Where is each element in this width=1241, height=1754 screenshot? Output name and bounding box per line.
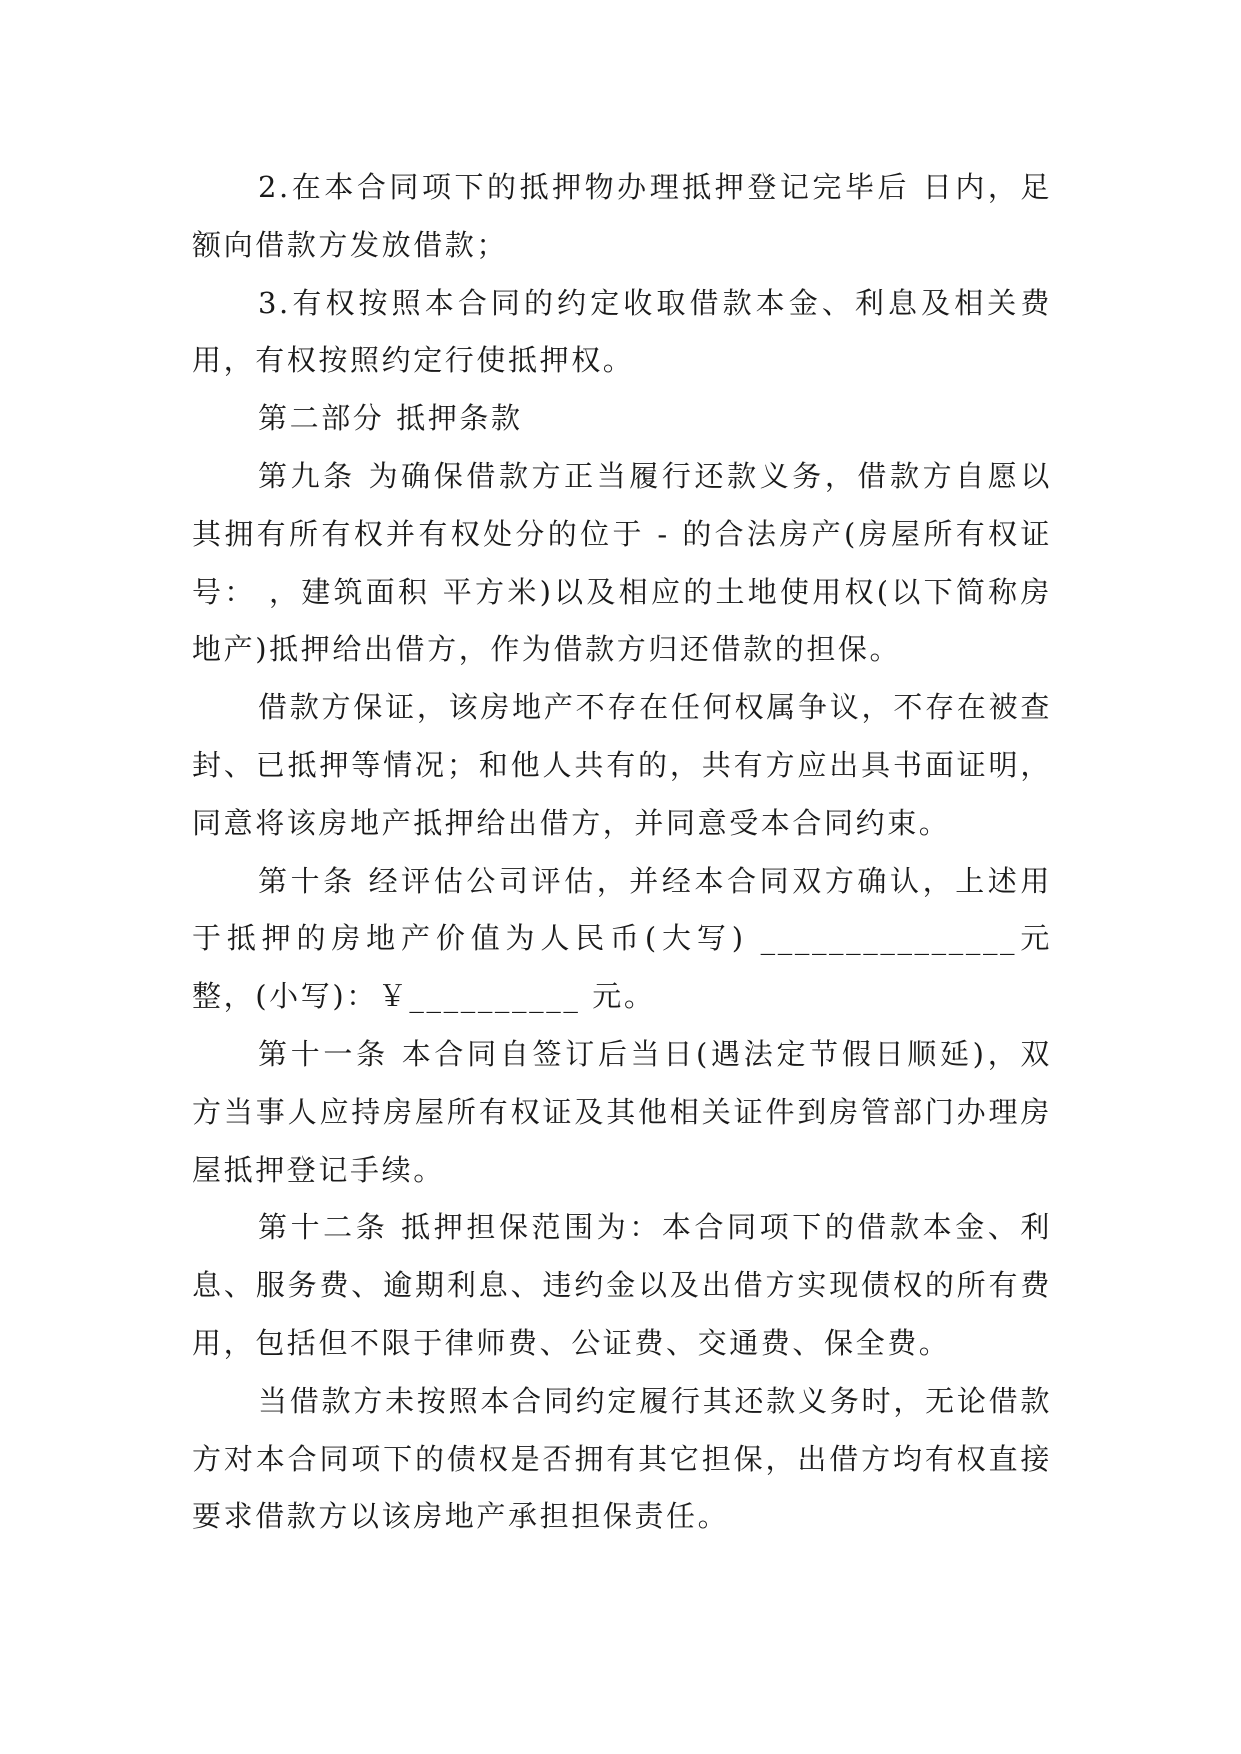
paragraph-clause-2: 2.在本合同项下的抵押物办理抵押登记完毕后 日内，足额向借款方发放借款； <box>192 170 1052 262</box>
section-heading-part-two: 第二部分 抵押条款 <box>258 401 523 436</box>
paragraph-article-11: 第十一条 本合同自签订后当日(遇法定节假日顺延)，双方当事人应持房屋所有权证及其他相关证件到房管部门办理房屋抵押登记手续。 <box>192 1036 1052 1187</box>
paragraph-borrower-guarantee: 借款方保证，该房地产不存在任何权属争议，不存在被查封、已抵押等情况；和他人共有的，共有方应出具书面证明，同意将该房地产抵押给出借方，并同意受本合同约束。 <box>192 690 1052 840</box>
paragraph-clause-3: 3.有权按照本合同的约定收取借款本金、利息及相关费用，有权按照约定行使抵押权。 <box>192 285 1052 378</box>
paragraph-article-12: 第十二条 抵押担保范围为：本合同项下的借款本金、利息、服务费、逾期利息、违约金以及出借方实现债权的所有费用，包括但不限于律师费、公证费、交通费、保全费。 <box>192 1210 1052 1360</box>
paragraph-default-liability: 当借款方未按照本合同约定履行其还款义务时，无论借款方对本合同项下的债权是否拥有其它担保，出借方均有权直接要求借款方以该房地产承担担保责任。 <box>192 1383 1052 1534</box>
paragraph-article-9: 第九条 为确保借款方正当履行还款义务，借款方自愿以其拥有所有权并有权处分的位于 - 的合法房产(房屋所有权证号： ，建筑面积 平方米)以及相应的土地使用权(以下简称房地产)抵押给出借方，作为借款方归还借款的担保。 <box>192 458 1052 667</box>
document-body <box>192 159 1052 1546</box>
paragraph-article-10: 第十条 经评估公司评估，并经本合同双方确认，上述用于抵押的房地产价值为人民币(大写) _______________元整，(小写)：￥__________ 元。 <box>192 863 1052 1014</box>
